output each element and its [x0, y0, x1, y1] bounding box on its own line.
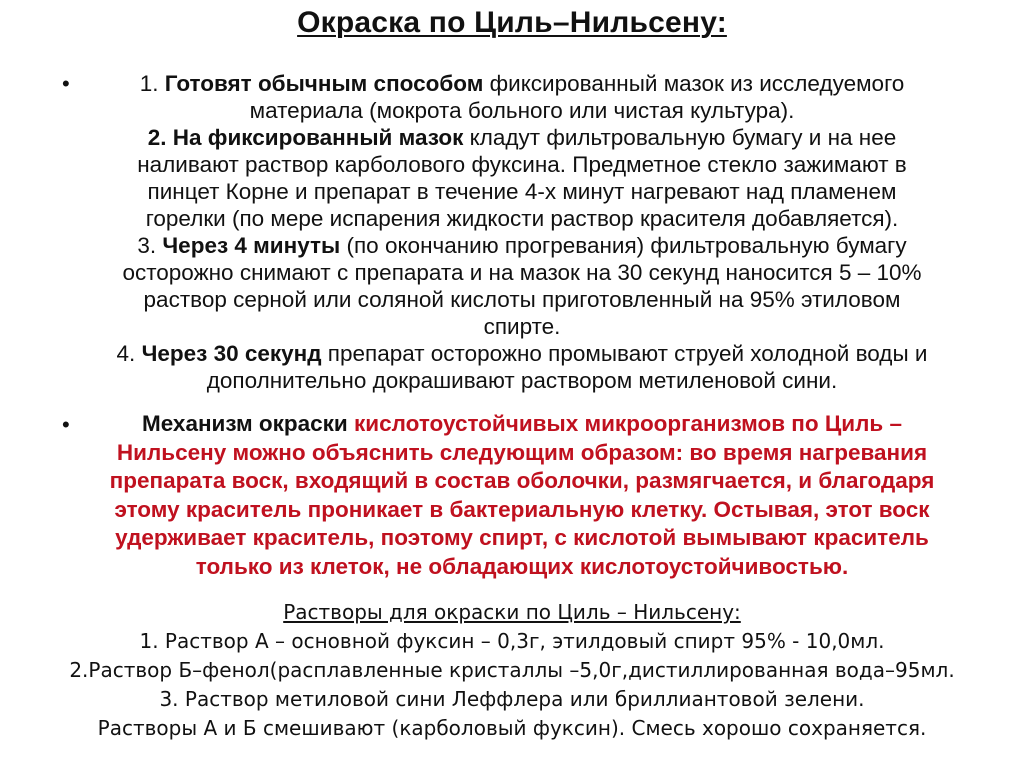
- procedure-line: [62, 340, 982, 367]
- solution-item: 1. Раствор А – основной фуксин – 0,3г, этилдовый спирт 95% - 10,0мл.: [139, 629, 885, 653]
- solution-note: Растворы А и Б смешивают (карболовый фуксин). Смесь хорошо сохраняется.: [97, 716, 927, 740]
- procedure-line: [62, 259, 982, 286]
- step-text: материала (мокрота больного или чистая культура).: [249, 98, 795, 123]
- step-text: осторожно снимают с препарата и на мазок на 30 секунд наносится 5 – 10%: [122, 260, 922, 285]
- step-text: раствор серной или соляной кислоты приготовленный на 95% этиловом: [143, 287, 901, 312]
- procedure-line: [62, 70, 982, 97]
- step-text: препарат осторожно промывают струей холодной воды и: [321, 341, 928, 366]
- procedure-line: [62, 97, 982, 124]
- mechanism-line: удерживает краситель, поэтому спирт, с кислотой вымывают краситель: [115, 525, 929, 550]
- procedure-line: [62, 232, 982, 259]
- step-text: кладут фильтровальную бумагу и на нее: [463, 125, 897, 150]
- mechanism-line: только из клеток, не обладающих кислотоустойчивостью.: [195, 553, 849, 579]
- procedure-line: [62, 367, 982, 394]
- step-number: 4.: [116, 341, 142, 366]
- step-emphasis: Через 30 секунд: [141, 341, 322, 366]
- procedure-line: [62, 286, 982, 313]
- solutions-heading-text: Растворы для окраски по Циль – Нильсену:: [283, 600, 741, 624]
- step-text: спирте.: [483, 314, 561, 339]
- mechanism-line: препарата воск, входящий в состав оболочки, размягчается, и благодаря: [109, 468, 935, 493]
- bullet-icon: •: [62, 412, 70, 437]
- mechanism-line: [62, 410, 982, 439]
- solution-item: 3. Раствор метиловой сини Леффлера или бриллиантовой зелени.: [159, 687, 865, 711]
- solutions-section: [0, 598, 1024, 743]
- step-number: 2: [147, 125, 161, 150]
- step-emphasis: Готовят обычным способом: [164, 71, 484, 96]
- procedure-steps: [62, 70, 982, 394]
- step-emphasis: . На фиксированный мазок: [160, 125, 464, 150]
- step-text: пинцет Корне и препарат в течение 4-х минут нагревают над пламенем: [147, 179, 897, 204]
- step-number: 1.: [139, 71, 165, 96]
- step-text: фиксированный мазок из исследуемого: [483, 71, 905, 96]
- step-text: (по окончанию прогревания) фильтровальную бумагу: [340, 233, 907, 258]
- bullet-icon: •: [62, 71, 70, 96]
- slide-title: Окраска по Циль–Нильсену:: [297, 6, 727, 39]
- mechanism-intro: Механизм окраски: [141, 411, 355, 436]
- procedure-line: [62, 178, 982, 205]
- mechanism-line: Нильсену можно объяснить следующим образом: во время нагревания: [116, 439, 928, 465]
- mechanism-line: этому краситель проникает в бактериальную клетку. Остывая, этот воск: [114, 496, 930, 522]
- step-emphasis: Через 4 минуты: [162, 233, 341, 258]
- procedure-line: [62, 151, 982, 178]
- step-text: горелки (по мере испарения жидкости раствор красителя добавляется).: [145, 206, 899, 231]
- procedure-line: [62, 313, 982, 340]
- step-text: дополнительно докрашивают раствором метиленовой сини.: [206, 368, 838, 393]
- step-number: 3.: [137, 233, 163, 258]
- procedure-line: [62, 124, 982, 151]
- mechanism-paragraph: [62, 410, 982, 581]
- solution-item: 2.Раствор Б–фенол(расплавленные кристаллы –5,0г,дистиллированная вода–95мл.: [69, 658, 955, 682]
- mechanism-text: кислотоустойчивых микроорганизмов по Циль –: [354, 411, 903, 436]
- step-text: наливают раствор карболового фуксина. Предметное стекло зажимают в: [137, 152, 907, 177]
- solutions-heading: [0, 598, 1024, 627]
- procedure-line: [62, 205, 982, 232]
